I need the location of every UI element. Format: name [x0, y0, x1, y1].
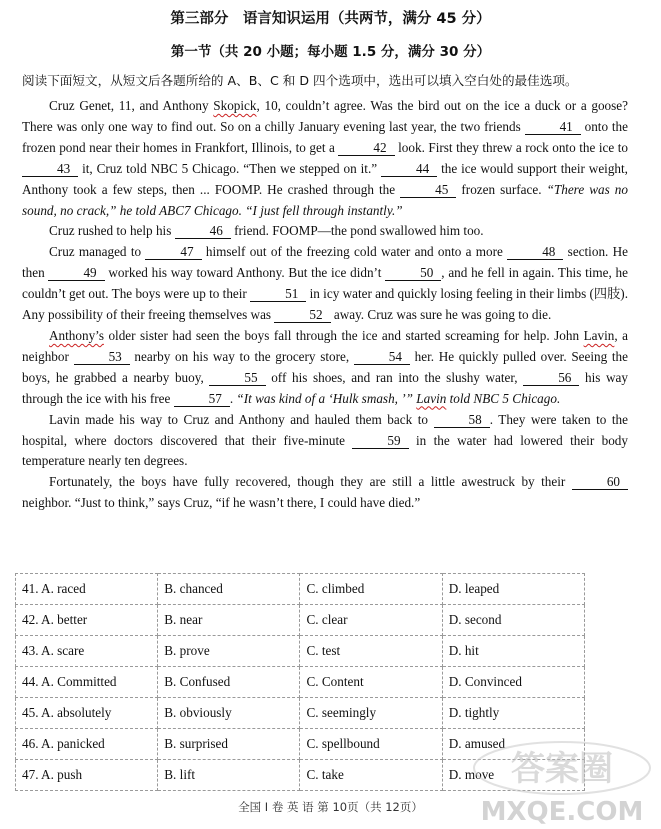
blank-53[interactable]: 53: [74, 350, 130, 365]
paragraph-4: Anthony’s older sister had seen the boys fall through the ice and started screaming for help. John Lavin, a neighbor 53 nearby on his way to the grocery store, 54 her. He quickly pulled over. Seeing the boys, he grabbed a nearby buoy, 55 off his shoes, and ran into the slushy water, 56 his way through the ice with his free 57 . “It was kind of a ‘Hulk smash, ’” Lavin told NBC 5 Chicago.: [22, 327, 629, 406]
option-cell[interactable]: B. Confused: [158, 667, 300, 698]
blank-41[interactable]: 41: [525, 120, 581, 135]
option-cell[interactable]: C. clear: [300, 605, 442, 636]
name-anthonys: Anthony’s: [49, 327, 104, 343]
option-cell[interactable]: 41. A. raced: [16, 574, 158, 605]
paragraph-5: Lavin made his way to Cruz and Anthony and hauled them back to 58 . They were taken to the hospital, where doctors discovered that their five-minute 59 in the water had lowered their body temperature nearly ten degrees.: [22, 411, 628, 469]
options-row-47: [16, 760, 585, 791]
quote-abc7: “There was no sound, no crack,” he told ABC7 Chicago. “I just fell through instantly.”: [22, 181, 628, 218]
option-cell[interactable]: D. Convinced: [442, 667, 584, 698]
options-row-43: [16, 636, 585, 667]
option-cell[interactable]: 46. A. panicked: [16, 729, 158, 760]
blank-43[interactable]: 43: [22, 162, 78, 177]
blank-60[interactable]: 60: [572, 475, 628, 490]
paragraph-1: Cruz Genet, 11, and Anthony Skopick, 10, couldn’t agree. Was the bird out on the ice a duck or a goose? There was only one way to find out. So on a chilly January evening last year, the two friends 41 onto the frozen pond near their homes in Frankfort, Illinois, to get a 42 look. First they threw a rock onto the ice to 43 it, Cruz told NBC 5 Chicago. “Then we stepped on it.” 44 the ice would support their weight, Anthony took a few steps, then ... FOOMP. He crashed through the 45 frozen surface. “There was no sound, no crack,” he told ABC7 Chicago. “I just fell through instantly.”: [22, 98, 629, 218]
option-cell[interactable]: C. Content: [300, 667, 442, 698]
options-row-42: [16, 605, 585, 636]
option-cell[interactable]: B. prove: [158, 636, 300, 667]
blank-49[interactable]: 49: [48, 266, 104, 281]
blank-42[interactable]: 42: [338, 141, 394, 156]
option-cell[interactable]: D. second: [442, 605, 584, 636]
blank-58[interactable]: 58: [434, 413, 490, 428]
watermark-url: MXQE.COM: [480, 797, 644, 827]
name-lavin-quote: Lavin: [416, 390, 447, 406]
option-cell[interactable]: 47. A. push: [16, 760, 158, 791]
blank-51[interactable]: 51: [250, 287, 306, 302]
option-cell[interactable]: B. near: [158, 605, 300, 636]
option-cell[interactable]: D. hit: [442, 636, 584, 667]
blank-44[interactable]: 44: [381, 162, 437, 177]
blank-48[interactable]: 48: [507, 245, 563, 260]
blank-46[interactable]: 46: [175, 224, 231, 239]
option-cell[interactable]: C. take: [300, 760, 442, 791]
cloze-passage: [22, 96, 628, 514]
option-cell[interactable]: D. amused: [442, 729, 584, 760]
paragraph-2: Cruz rushed to help his 46 friend. FOOMP—the pond swallowed him too.: [49, 223, 484, 239]
option-cell[interactable]: 45. A. absolutely: [16, 698, 158, 729]
answer-options-table: [15, 573, 585, 791]
option-cell[interactable]: C. spellbound: [300, 729, 442, 760]
blank-50[interactable]: 50: [385, 266, 441, 281]
watermark-logo-text: 答案圈: [511, 749, 613, 789]
blank-47[interactable]: 47: [145, 245, 201, 260]
option-cell[interactable]: B. chanced: [158, 574, 300, 605]
quote-hulk-smash: “It was kind of a ‘Hulk smash, ’”: [236, 390, 417, 406]
name-skopick: Skopick: [213, 98, 257, 113]
option-cell[interactable]: D. move: [442, 760, 584, 791]
section-subtitle: 第一节（共 20 小题；每小题 1.5 分，满分 30 分）: [170, 44, 491, 60]
option-cell[interactable]: C. seemingly: [300, 698, 442, 729]
option-cell[interactable]: 42. A. better: [16, 605, 158, 636]
option-cell[interactable]: D. tightly: [442, 698, 584, 729]
options-row-41: [16, 574, 585, 605]
blank-57[interactable]: 57: [174, 392, 230, 407]
blank-52[interactable]: 52: [274, 308, 330, 323]
paragraph-3: Cruz managed to 47 himself out of the freezing cold water and onto a more 48 section. He then 49 worked his way toward Anthony. But the ice didn’t 50 , and he fell in again. This time, he couldn’t get out. The boys were up to their 51 in icy water and quickly losing feeling in their limbs (四肢). Any possibility of their freeing themselves was 52 away. Cruz was sure he was going to die.: [22, 244, 629, 323]
options-row-44: [16, 667, 585, 698]
option-cell[interactable]: B. surprised: [158, 729, 300, 760]
paragraph-6: Fortunately, the boys have fully recovered, though they are still a little awestruck by their 60 neighbor. “Just to think,” says Cruz, “if he wasn’t there, I could have died.”: [22, 472, 628, 514]
option-cell[interactable]: C. climbed: [300, 574, 442, 605]
blank-59[interactable]: 59: [352, 434, 408, 449]
blank-56[interactable]: 56: [523, 371, 579, 386]
option-cell[interactable]: C. test: [300, 636, 442, 667]
instruction-text: 阅读下面短文，从短文后各题所给的 A、B、C 和 D 四个选项中，选出可以填入空白处的最佳选项。: [22, 73, 578, 88]
option-cell[interactable]: B. obviously: [158, 698, 300, 729]
options-row-45: [16, 698, 585, 729]
options-row-46: [16, 729, 585, 760]
blank-45[interactable]: 45: [400, 183, 456, 198]
option-cell[interactable]: 44. A. Committed: [16, 667, 158, 698]
name-lavin: Lavin: [583, 327, 615, 343]
page-footer: 全国 I 卷 英 语 第 10页（共 12页）: [238, 800, 423, 814]
section-title: 第三部分 语言知识运用（共两节，满分 45 分）: [170, 11, 491, 27]
option-cell[interactable]: 43. A. scare: [16, 636, 158, 667]
blank-55[interactable]: 55: [209, 371, 265, 386]
option-cell[interactable]: B. lift: [158, 760, 300, 791]
option-cell[interactable]: D. leaped: [442, 574, 584, 605]
blank-54[interactable]: 54: [354, 350, 410, 365]
